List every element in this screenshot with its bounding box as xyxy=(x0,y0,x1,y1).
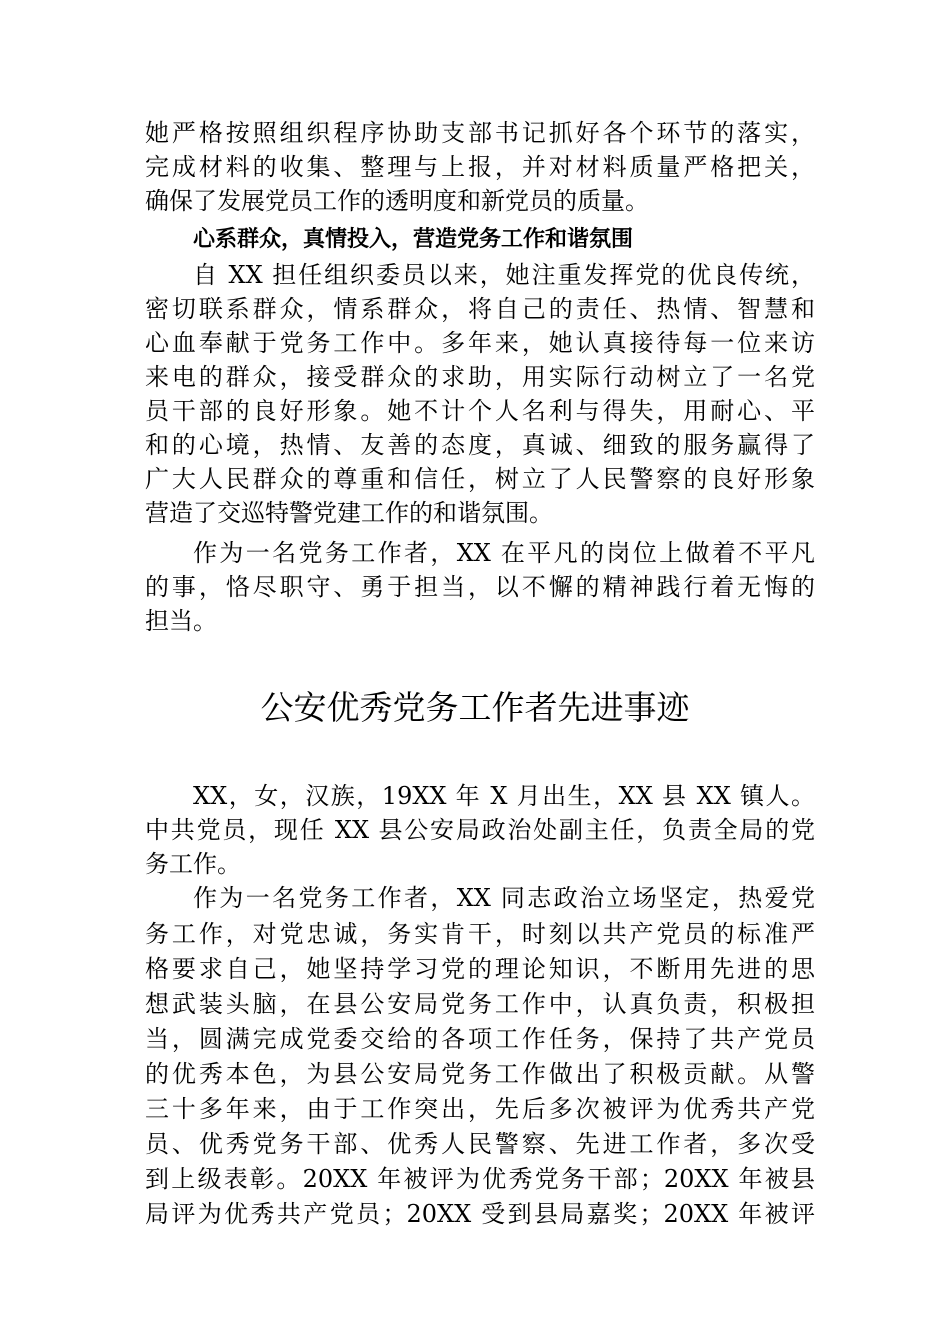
text-line: 她严格按照组织程序协助支部书记抓好各个环节的落实， xyxy=(145,119,815,147)
text-line: 广大人民群众的尊重和信任，树立了人民警察的良好形象 xyxy=(145,465,815,493)
text-line: 务工作。 xyxy=(145,850,241,878)
text-line: 自 XX 担任组织委员以来，她注重发挥党的优良传统， xyxy=(193,261,815,289)
text-line: 的事，恪尽职守、勇于担当，以不懈的精神践行着无悔的 xyxy=(145,573,815,601)
text-line: 员、优秀党务干部、优秀人民警察、先进工作者，多次受 xyxy=(145,1130,815,1158)
text-line: 营造了交巡特警党建工作的和谐氛围。 xyxy=(145,499,553,527)
text-line: 格要求自己，她坚持学习党的理论知识，不断用先进的思 xyxy=(145,955,815,983)
text-line: 中共党员，现任 XX 县公安局政治处副主任，负责全局的党 xyxy=(145,816,815,844)
text-line: 局评为优秀共产党员；20XX 受到县局嘉奖；20XX 年被评 xyxy=(145,1200,815,1228)
text-line: 的优秀本色，为县公安局党务工作做出了积极贡献。从警 xyxy=(145,1060,815,1088)
text-line: 员干部的良好形象。她不计个人名利与得失，用耐心、平 xyxy=(145,397,815,425)
text-line: 想武装头脑，在县公安局党务工作中，认真负责，积极担 xyxy=(145,990,815,1018)
section-subheading: 心系群众，真情投入，营造党务工作和谐氛围 xyxy=(193,227,634,252)
text-line: XX，女，汉族，19XX 年 X 月出生，XX 县 XX 镇人。 xyxy=(193,782,815,810)
text-line: 作为一名党务工作者，XX 在平凡的岗位上做着不平凡 xyxy=(193,539,815,567)
text-line: 和的心境，热情、友善的态度，真诚、细致的服务赢得了 xyxy=(145,431,815,459)
text-line: 心血奉献于党务工作中。多年来，她认真接待每一位来访 xyxy=(145,329,815,357)
text-line: 三十多年来，由于工作突出，先后多次被评为优秀共产党 xyxy=(145,1095,815,1123)
text-line: 来电的群众，接受群众的求助，用实际行动树立了一名党 xyxy=(145,363,815,391)
text-line: 务工作，对党忠诚，务实肯干，时刻以共产党员的标准严 xyxy=(145,920,815,948)
page-title: 公安优秀党务工作者先进事迹 xyxy=(260,688,690,727)
text-line: 到上级表彰。20XX 年被评为优秀党务干部；20XX 年被县 xyxy=(145,1165,815,1193)
text-line: 确保了发展党员工作的透明度和新党员的质量。 xyxy=(145,187,649,215)
text-line: 密切联系群众，情系群众，将自己的责任、热情、智慧和 xyxy=(145,295,815,323)
text-line: 担当。 xyxy=(145,607,217,635)
text-line: 当，圆满完成党委交给的各项工作任务，保持了共产党员 xyxy=(145,1025,815,1053)
text-line: 完成材料的收集、整理与上报，并对材料质量严格把关， xyxy=(145,153,815,181)
text-line: 作为一名党务工作者，XX 同志政治立场坚定，热爱党 xyxy=(193,884,815,912)
